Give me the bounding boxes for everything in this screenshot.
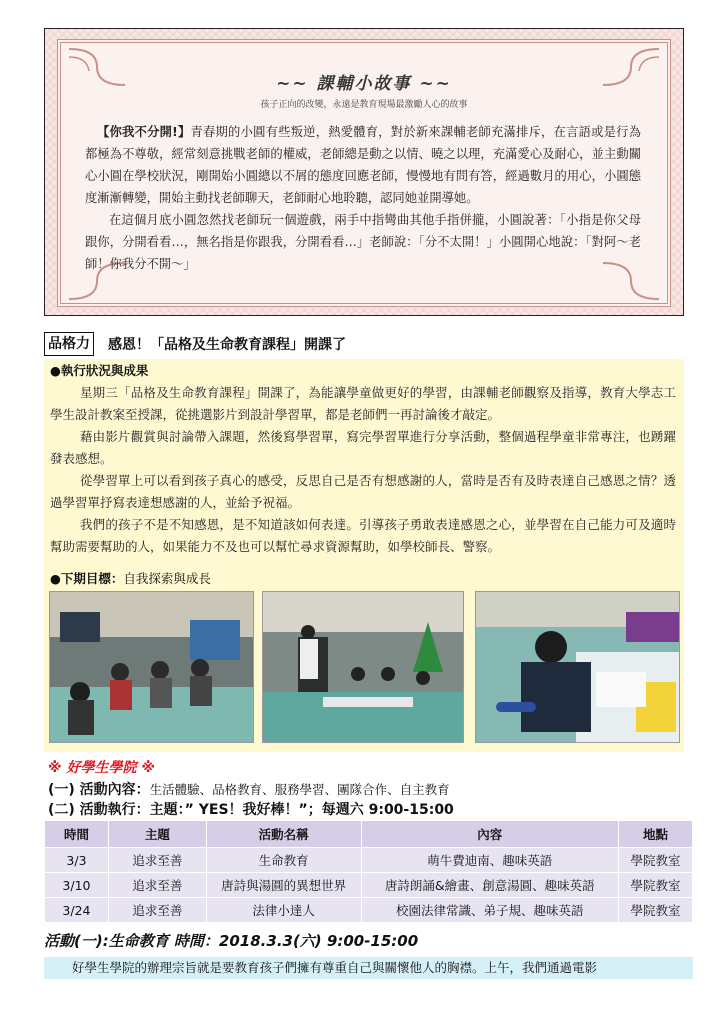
section-tag: 品格力 (44, 332, 94, 356)
classroom-photo (49, 591, 254, 743)
table-cell: 追求至善 (108, 848, 206, 873)
table-cell: 3/3 (45, 848, 109, 873)
academy-content-line (48, 779, 450, 799)
results-body (50, 382, 676, 558)
table-row (45, 873, 693, 898)
story-bold-intro: 【你我不分開!】 (97, 125, 191, 139)
academy-content-label: (一) 活動內容： (48, 782, 150, 798)
results-paragraph: 藉由影片觀賞與討論帶入課題，然後寫學習單，寫完學習單進行分享活動，整個過程學童非常專注，也踴躍發表感想。 (50, 429, 676, 466)
table-cell: 校園法律常識、弟子規、趣味英語 (361, 898, 619, 923)
results-heading: ●執行狀況與成果 (50, 363, 149, 378)
table-cell: 3/24 (45, 898, 109, 923)
activity-title: 活動(一):生命教育 時間：2018.3.3(六) 9:00-15:00 (44, 932, 419, 950)
story-subtitle: 孩子正向的改變，永遠是教育現場最激勵人心的故事 (260, 100, 468, 110)
table-cell: 唐詩朗誦&繪畫、創意湯圓、趣味英語 (361, 873, 619, 898)
table-cell: 追求至善 (108, 898, 206, 923)
story-certificate-box (44, 28, 684, 316)
story-body (85, 121, 641, 275)
next-goal-label: ●下期目標： (50, 571, 124, 586)
academy-content-text: 生活體驗、品格教育、服務學習、團隊合作、自主教育 (149, 782, 450, 797)
table-cell: 3/10 (45, 873, 109, 898)
table-header-row (45, 821, 693, 848)
table-cell: 學院教室 (619, 848, 693, 873)
story-paragraph: 在這個月底小圓忽然找老師玩一個遊戲，兩手中指彎曲其他手指併攏，小圓說著：「小指是你父母跟你，分開看看…，無名指是你跟我，分開看看…」老師說：「分不太開！」小圓開心地說：「對阿～老師！你我分不開～」 (85, 213, 641, 271)
table-cell: 學院教室 (619, 898, 693, 923)
table-cell: 學院教室 (619, 873, 693, 898)
table-header-cell: 時間 (45, 821, 109, 848)
next-goal (50, 569, 211, 587)
next-goal-text: 自我探索與成長 (123, 571, 211, 586)
story-paragraph-text: 青春期的小圓有些叛逆，熱愛體育，對於新來課輔老師充滿排斥，在言語或是行為都極為不尊敬，經常刻意挑戰老師的權威，老師總是動之以情、曉之以理，充滿愛心及耐心，並主動關心小圓在學校狀況，剛開始小圓總以不屑的態度回應老師，慢慢地有問有答，經過數月的用心，小圓態度漸漸轉變，開始主動找老師聊天，老師耐心地聆聽，認同她並開導她。 (85, 125, 641, 205)
academy-title: ※ 好學生學院 ※ (48, 760, 155, 776)
table-row (45, 898, 693, 923)
classroom-photo (475, 591, 680, 743)
table-header-cell: 活動名稱 (206, 821, 361, 848)
table-header-cell: 主題 (108, 821, 206, 848)
academy-exec-line: (二) 活動執行：主題：” YES！我好棒！”；每週六 9:00-15:00 (48, 802, 454, 818)
schedule-table (44, 820, 693, 923)
table-cell: 唐詩與湯圓的異想世界 (206, 873, 361, 898)
story-paragraph (85, 121, 641, 209)
table-cell: 追求至善 (108, 873, 206, 898)
table-header-cell: 地點 (619, 821, 693, 848)
results-paragraph: 我們的孩子不是不知感恩，是不知道該如何表達。引導孩子勇敢表達感恩之心，並學習在自己能力可及適時幫助需要幫助的人，如果能力不及也可以幫忙尋求資源幫助，如學校師長、警察。 (50, 517, 676, 554)
table-cell: 法律小達人 (206, 898, 361, 923)
table-row (45, 848, 693, 873)
section-header (44, 331, 346, 357)
story-title: ~~ 課輔小故事 ~~ (276, 74, 452, 94)
table-cell: 生命教育 (206, 848, 361, 873)
results-paragraph: 星期三「品格及生命教育課程」開課了，為能讓學童做更好的學習，由課輔老師觀察及指導，教育大學志工學生設計教案至授課，從挑選影片到設計學習單，都是老師們一再討論後才敲定。 (50, 385, 676, 422)
results-paragraph: 從學習單上可以看到孩子真心的感受，反思自己是否有想感謝的人，當時是否有及時表達自己感恩之情？透過學習單抒寫表達想感謝的人，並給予祝福。 (50, 473, 676, 510)
table-cell: 萌牛費迪南、趣味英語 (361, 848, 619, 873)
results-panel (44, 359, 684, 752)
classroom-photo (262, 591, 464, 743)
activity-intro: 好學生學院的辦理宗旨就是要教育孩子們擁有尊重自己與關懷他人的胸襟。上午，我們通過電影 (44, 957, 693, 979)
table-header-cell: 內容 (361, 821, 619, 848)
section-title: 感恩！「品格及生命教育課程」開課了 (108, 337, 346, 353)
